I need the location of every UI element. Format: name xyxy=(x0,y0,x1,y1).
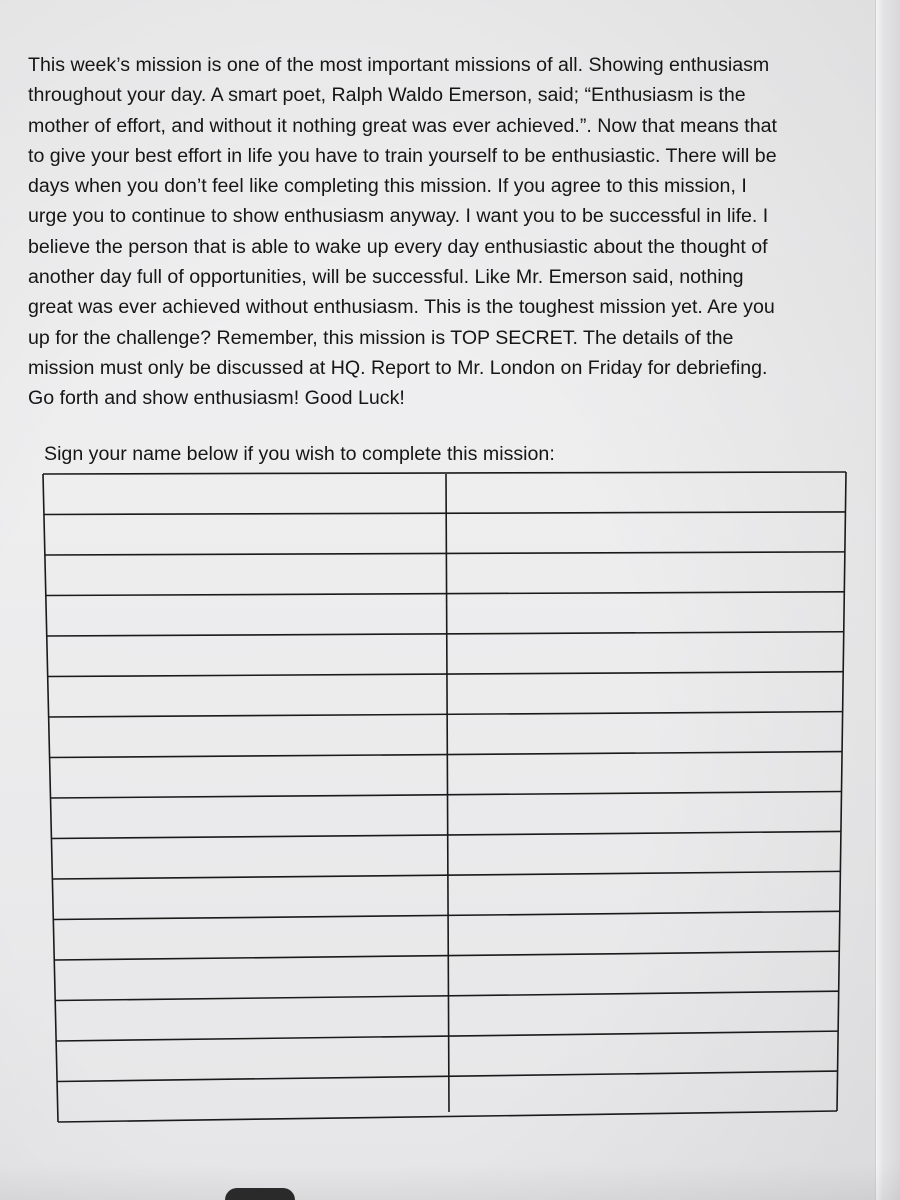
signature-cell[interactable] xyxy=(50,753,448,798)
signature-cell[interactable] xyxy=(446,552,845,594)
signature-cell[interactable] xyxy=(45,554,447,596)
signature-cell[interactable] xyxy=(446,472,846,514)
signature-cell[interactable] xyxy=(447,752,842,793)
signature-cell[interactable] xyxy=(448,792,842,833)
signature-cell[interactable] xyxy=(448,871,841,912)
signature-cell[interactable] xyxy=(447,672,843,714)
signature-cell[interactable] xyxy=(446,512,845,554)
signature-cell[interactable] xyxy=(51,793,448,839)
signature-cell[interactable] xyxy=(447,592,845,634)
signature-cell[interactable] xyxy=(449,1031,839,1072)
signature-prompt: Sign your name below if you wish to complete this mission: xyxy=(44,443,555,465)
signature-cell[interactable] xyxy=(447,712,843,754)
signature-cell[interactable] xyxy=(48,673,447,717)
signature-cell[interactable] xyxy=(47,634,447,677)
signature-cell[interactable] xyxy=(448,951,839,992)
mission-text: This week’s mission is one of the most important missions of all. Showing enthusiasm throughout your day. A smart poet, Ralph Waldo Emerson, said; “Enthusiasm is the mother of effort, and without it nothing great was ever achieved.”. Now that means that to give your best effort in life you have to train yourself to be enthusiastic. There will be days when you don’t feel like completing this mission. If you agree to this mission, I urge you to continue to show enthusiasm anyway. I want you to be successful in life. I believe the person that is able to wake up every day enthusiastic about the thought of another day full of opportunities, will be successful. Like Mr. Emerson said, nothing great was ever achieved without enthusiasm. This is the toughest mission yet. Are you up for the challenge? Remember, this mission is TOP SECRET. The details of the mission must only be discussed at HQ. Report to Mr. London on Friday for debriefing. Go forth and show enthusiasm! Good Luck! xyxy=(28,54,777,410)
signature-cell[interactable] xyxy=(448,991,838,1032)
signature-cell[interactable] xyxy=(448,911,840,952)
signature-cell[interactable] xyxy=(54,953,448,1001)
signature-cell[interactable] xyxy=(53,913,448,960)
signature-cell[interactable] xyxy=(51,833,447,879)
signature-cell[interactable] xyxy=(46,594,447,636)
signature-cell[interactable] xyxy=(49,713,448,757)
signature-cell[interactable] xyxy=(43,474,446,515)
signature-cell[interactable] xyxy=(52,873,448,920)
signature-cell[interactable] xyxy=(44,514,446,555)
signature-cell[interactable] xyxy=(447,632,844,674)
signature-cell[interactable] xyxy=(448,831,841,872)
signature-cell[interactable] xyxy=(449,1071,838,1112)
